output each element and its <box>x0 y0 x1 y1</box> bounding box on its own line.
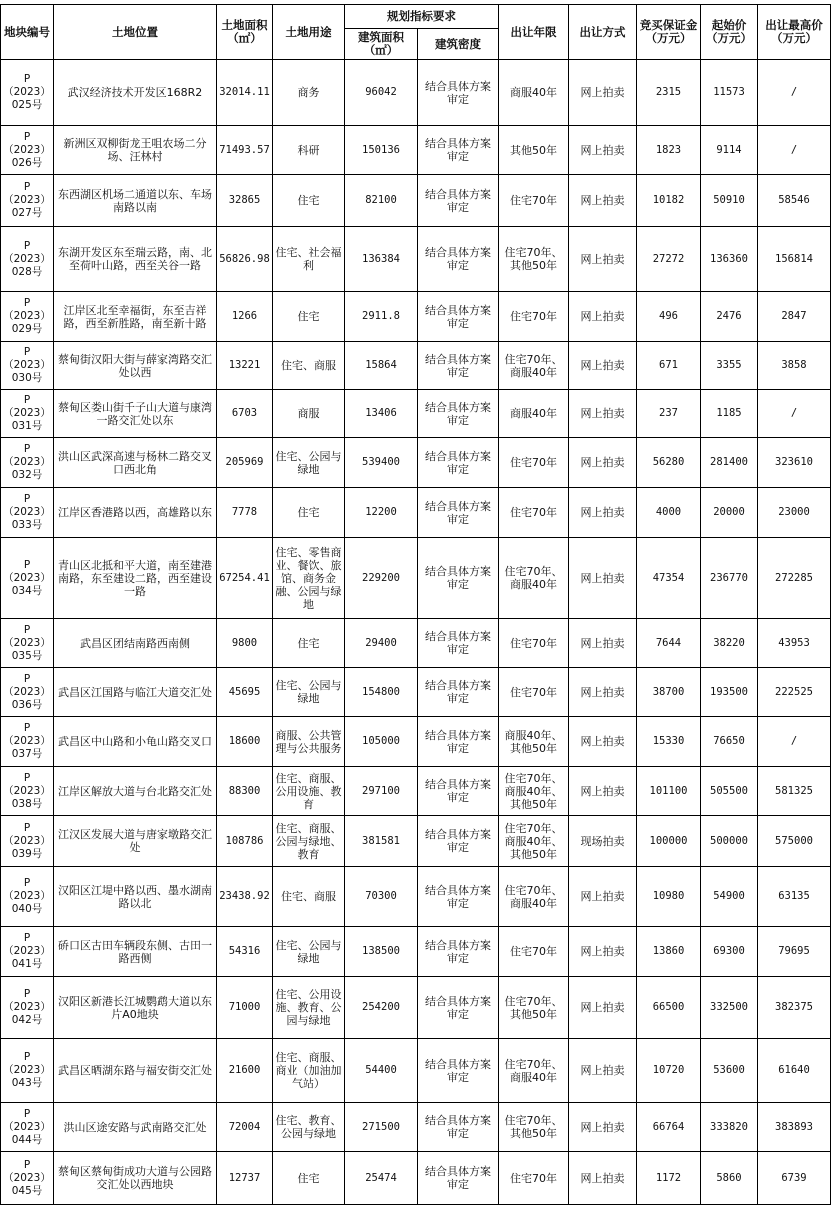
cell-max-price: 63135 <box>758 867 831 927</box>
table-row <box>1 867 831 927</box>
cell-area: 71493.57 <box>217 126 273 175</box>
cell-location: 江岸区北至幸福街，东至吉祥路，西至新胜路，南至新十路 <box>54 292 217 342</box>
cell-deposit: 27272 <box>637 227 701 292</box>
cell-use: 住宅、教育、公园与绿地 <box>273 1103 345 1152</box>
cell-location: 武汉经济技术开发区168R2 <box>54 60 217 126</box>
cell-density: 结合具体方案审定 <box>418 60 499 126</box>
cell-area: 54316 <box>217 927 273 977</box>
cell-area: 9800 <box>217 619 273 668</box>
cell-start-price: 76650 <box>701 717 758 767</box>
cell-max-price: 2847 <box>758 292 831 342</box>
cell-use: 住宅、公园与绿地 <box>273 668 345 717</box>
cell-start-price: 50910 <box>701 175 758 227</box>
cell-area: 32014.11 <box>217 60 273 126</box>
cell-start-price: 20000 <box>701 488 758 538</box>
cell-use: 商务 <box>273 60 345 126</box>
cell-term: 住宅70年、商服40年 <box>499 342 569 390</box>
cell-max-price: 3858 <box>758 342 831 390</box>
cell-start-price: 9114 <box>701 126 758 175</box>
table-row <box>1 668 831 717</box>
cell-deposit: 496 <box>637 292 701 342</box>
cell-max-price: 43953 <box>758 619 831 668</box>
header-use: 土地用途 <box>273 5 345 60</box>
cell-start-price: 281400 <box>701 438 758 488</box>
table-row <box>1 538 831 619</box>
cell-method: 网上拍卖 <box>569 538 637 619</box>
cell-location: 武昌区中山路和小龟山路交叉口 <box>54 717 217 767</box>
cell-code: P（2023）039号 <box>1 816 54 867</box>
cell-use: 住宅 <box>273 292 345 342</box>
land-auction-table <box>0 4 831 1205</box>
cell-density: 结合具体方案审定 <box>418 126 499 175</box>
cell-use: 住宅 <box>273 488 345 538</box>
cell-term: 住宅70年 <box>499 668 569 717</box>
cell-code: P（2023）043号 <box>1 1039 54 1103</box>
cell-area: 1266 <box>217 292 273 342</box>
cell-use: 住宅、商服 <box>273 342 345 390</box>
cell-density: 结合具体方案审定 <box>418 977 499 1039</box>
cell-location: 青山区北抵和平大道，南至建港南路，东至建设二路，西至建设一路 <box>54 538 217 619</box>
cell-floor-area: 15864 <box>345 342 418 390</box>
cell-term: 住宅70年 <box>499 619 569 668</box>
cell-location: 蔡甸街汉阳大街与薛家湾路交汇处以西 <box>54 342 217 390</box>
cell-density: 结合具体方案审定 <box>418 488 499 538</box>
cell-deposit: 38700 <box>637 668 701 717</box>
cell-method: 网上拍卖 <box>569 977 637 1039</box>
cell-start-price: 1185 <box>701 390 758 438</box>
cell-deposit: 1823 <box>637 126 701 175</box>
cell-use: 住宅 <box>273 175 345 227</box>
cell-floor-area: 70300 <box>345 867 418 927</box>
cell-density: 结合具体方案审定 <box>418 175 499 227</box>
cell-density: 结合具体方案审定 <box>418 1039 499 1103</box>
cell-floor-area: 150136 <box>345 126 418 175</box>
cell-term: 住宅70年 <box>499 292 569 342</box>
cell-deposit: 1172 <box>637 1152 701 1205</box>
cell-deposit: 56280 <box>637 438 701 488</box>
cell-density: 结合具体方案审定 <box>418 292 499 342</box>
cell-area: 71000 <box>217 977 273 1039</box>
cell-area: 88300 <box>217 767 273 816</box>
cell-density: 结合具体方案审定 <box>418 227 499 292</box>
cell-area: 205969 <box>217 438 273 488</box>
cell-deposit: 101100 <box>637 767 701 816</box>
cell-deposit: 671 <box>637 342 701 390</box>
cell-method: 网上拍卖 <box>569 1152 637 1205</box>
cell-floor-area: 271500 <box>345 1103 418 1152</box>
cell-term: 商服40年、其他50年 <box>499 717 569 767</box>
cell-max-price: 323610 <box>758 438 831 488</box>
cell-location: 武昌区团结南路西南侧 <box>54 619 217 668</box>
cell-code: P（2023）038号 <box>1 767 54 816</box>
cell-deposit: 10980 <box>637 867 701 927</box>
cell-area: 72004 <box>217 1103 273 1152</box>
cell-start-price: 11573 <box>701 60 758 126</box>
table-row <box>1 1039 831 1103</box>
cell-use: 住宅、公用设施、教育、公园与绿地 <box>273 977 345 1039</box>
cell-term: 商服40年 <box>499 390 569 438</box>
cell-use: 科研 <box>273 126 345 175</box>
cell-location: 东西湖区机场二通道以东、车场南路以南 <box>54 175 217 227</box>
cell-term: 住宅70年、商服40年、其他50年 <box>499 767 569 816</box>
cell-density: 结合具体方案审定 <box>418 1103 499 1152</box>
cell-method: 网上拍卖 <box>569 227 637 292</box>
cell-code: P（2023）032号 <box>1 438 54 488</box>
table-row <box>1 438 831 488</box>
cell-code: P（2023）029号 <box>1 292 54 342</box>
cell-method: 网上拍卖 <box>569 342 637 390</box>
cell-max-price: 58546 <box>758 175 831 227</box>
cell-floor-area: 297100 <box>345 767 418 816</box>
table-row <box>1 342 831 390</box>
table-row <box>1 292 831 342</box>
cell-area: 6703 <box>217 390 273 438</box>
cell-area: 13221 <box>217 342 273 390</box>
cell-location: 硚口区古田车辆段东侧、古田一路西侧 <box>54 927 217 977</box>
table-row <box>1 227 831 292</box>
cell-use: 住宅、公园与绿地 <box>273 438 345 488</box>
cell-start-price: 332500 <box>701 977 758 1039</box>
cell-floor-area: 12200 <box>345 488 418 538</box>
cell-method: 网上拍卖 <box>569 619 637 668</box>
cell-floor-area: 154800 <box>345 668 418 717</box>
table-row <box>1 1103 831 1152</box>
cell-area: 7778 <box>217 488 273 538</box>
cell-method: 现场拍卖 <box>569 816 637 867</box>
cell-area: 12737 <box>217 1152 273 1205</box>
cell-use: 商服 <box>273 390 345 438</box>
cell-density: 结合具体方案审定 <box>418 538 499 619</box>
cell-floor-area: 105000 <box>345 717 418 767</box>
cell-location: 江岸区香港路以西，高雄路以东 <box>54 488 217 538</box>
cell-floor-area: 25474 <box>345 1152 418 1205</box>
table-row <box>1 619 831 668</box>
cell-method: 网上拍卖 <box>569 867 637 927</box>
header-density: 建筑密度 <box>418 29 499 60</box>
table-row <box>1 927 831 977</box>
cell-code: P（2023）035号 <box>1 619 54 668</box>
cell-area: 21600 <box>217 1039 273 1103</box>
cell-start-price: 136360 <box>701 227 758 292</box>
cell-start-price: 193500 <box>701 668 758 717</box>
cell-start-price: 2476 <box>701 292 758 342</box>
cell-density: 结合具体方案审定 <box>418 767 499 816</box>
cell-use: 住宅、商服、商业（加油加气站） <box>273 1039 345 1103</box>
cell-code: P（2023）034号 <box>1 538 54 619</box>
cell-code: P（2023）027号 <box>1 175 54 227</box>
cell-start-price: 505500 <box>701 767 758 816</box>
cell-start-price: 236770 <box>701 538 758 619</box>
cell-floor-area: 138500 <box>345 927 418 977</box>
cell-max-price: 272285 <box>758 538 831 619</box>
cell-method: 网上拍卖 <box>569 717 637 767</box>
cell-code: P（2023）031号 <box>1 390 54 438</box>
cell-deposit: 100000 <box>637 816 701 867</box>
cell-area: 18600 <box>217 717 273 767</box>
cell-method: 网上拍卖 <box>569 668 637 717</box>
cell-max-price: 581325 <box>758 767 831 816</box>
cell-max-price: 61640 <box>758 1039 831 1103</box>
cell-location: 洪山区途安路与武南路交汇处 <box>54 1103 217 1152</box>
cell-code: P（2023）030号 <box>1 342 54 390</box>
cell-location: 江岸区解放大道与台北路交汇处 <box>54 767 217 816</box>
cell-floor-area: 539400 <box>345 438 418 488</box>
cell-density: 结合具体方案审定 <box>418 438 499 488</box>
cell-code: P（2023）044号 <box>1 1103 54 1152</box>
cell-floor-area: 229200 <box>345 538 418 619</box>
cell-code: P（2023）042号 <box>1 977 54 1039</box>
cell-density: 结合具体方案审定 <box>418 619 499 668</box>
cell-floor-area: 96042 <box>345 60 418 126</box>
cell-use: 住宅、商服、公园与绿地、教育 <box>273 816 345 867</box>
cell-floor-area: 54400 <box>345 1039 418 1103</box>
cell-max-price: 383893 <box>758 1103 831 1152</box>
cell-density: 结合具体方案审定 <box>418 390 499 438</box>
cell-deposit: 10720 <box>637 1039 701 1103</box>
cell-area: 32865 <box>217 175 273 227</box>
cell-deposit: 4000 <box>637 488 701 538</box>
cell-use: 住宅 <box>273 1152 345 1205</box>
table-row <box>1 175 831 227</box>
cell-use: 商服、公共管理与公共服务 <box>273 717 345 767</box>
cell-floor-area: 2911.8 <box>345 292 418 342</box>
table-body <box>1 60 831 1205</box>
cell-floor-area: 82100 <box>345 175 418 227</box>
cell-location: 蔡甸区娄山街千子山大道与康湾一路交汇处以东 <box>54 390 217 438</box>
cell-location: 新洲区双柳街龙王咀农场二分场、汪林村 <box>54 126 217 175</box>
cell-term: 住宅70年、商服40年、其他50年 <box>499 816 569 867</box>
table-row <box>1 488 831 538</box>
cell-method: 网上拍卖 <box>569 126 637 175</box>
header-method: 出让方式 <box>569 5 637 60</box>
cell-method: 网上拍卖 <box>569 927 637 977</box>
cell-area: 56826.98 <box>217 227 273 292</box>
cell-use: 住宅、商服 <box>273 867 345 927</box>
cell-code: P（2023）037号 <box>1 717 54 767</box>
cell-start-price: 53600 <box>701 1039 758 1103</box>
cell-start-price: 3355 <box>701 342 758 390</box>
cell-term: 住宅70年、其他50年 <box>499 1103 569 1152</box>
cell-code: P（2023）045号 <box>1 1152 54 1205</box>
cell-code: P（2023）033号 <box>1 488 54 538</box>
header-start-price: 起始价（万元） <box>701 5 758 60</box>
cell-use: 住宅、商服、公用设施、教育 <box>273 767 345 816</box>
cell-floor-area: 13406 <box>345 390 418 438</box>
cell-max-price: 222525 <box>758 668 831 717</box>
cell-start-price: 500000 <box>701 816 758 867</box>
cell-max-price: 575000 <box>758 816 831 867</box>
cell-code: P（2023）026号 <box>1 126 54 175</box>
table-row <box>1 390 831 438</box>
cell-location: 武昌区江国路与临江大道交汇处 <box>54 668 217 717</box>
cell-method: 网上拍卖 <box>569 1103 637 1152</box>
cell-density: 结合具体方案审定 <box>418 867 499 927</box>
cell-term: 住宅70年、其他50年 <box>499 977 569 1039</box>
cell-location: 汉阳区江堤中路以西、墨水湖南路以北 <box>54 867 217 927</box>
cell-max-price: / <box>758 60 831 126</box>
table-row <box>1 767 831 816</box>
cell-density: 结合具体方案审定 <box>418 816 499 867</box>
cell-code: P（2023）036号 <box>1 668 54 717</box>
cell-density: 结合具体方案审定 <box>418 927 499 977</box>
cell-max-price: / <box>758 126 831 175</box>
cell-deposit: 237 <box>637 390 701 438</box>
header-location: 土地位置 <box>54 5 217 60</box>
cell-max-price: 23000 <box>758 488 831 538</box>
cell-location: 洪山区武深高速与杨林二路交叉口西北角 <box>54 438 217 488</box>
cell-max-price: 6739 <box>758 1152 831 1205</box>
cell-max-price: 382375 <box>758 977 831 1039</box>
cell-max-price: 79695 <box>758 927 831 977</box>
header-floor-area: 建筑面积（㎡） <box>345 29 418 60</box>
cell-density: 结合具体方案审定 <box>418 717 499 767</box>
table-row <box>1 717 831 767</box>
cell-method: 网上拍卖 <box>569 438 637 488</box>
cell-max-price: 156814 <box>758 227 831 292</box>
cell-location: 汉阳区新港长江城鹦鹉大道以东片A0地块 <box>54 977 217 1039</box>
cell-use: 住宅、零售商业、餐饮、旅馆、商务金融、公园与绿地 <box>273 538 345 619</box>
cell-deposit: 15330 <box>637 717 701 767</box>
table-row <box>1 1152 831 1205</box>
cell-term: 住宅70年 <box>499 175 569 227</box>
header-term: 出让年限 <box>499 5 569 60</box>
cell-method: 网上拍卖 <box>569 1039 637 1103</box>
cell-term: 住宅70年、其他50年 <box>499 227 569 292</box>
cell-floor-area: 254200 <box>345 977 418 1039</box>
cell-term: 其他50年 <box>499 126 569 175</box>
table-row <box>1 60 831 126</box>
cell-deposit: 66500 <box>637 977 701 1039</box>
cell-use: 住宅、公园与绿地 <box>273 927 345 977</box>
cell-term: 住宅70年、商服40年 <box>499 867 569 927</box>
cell-deposit: 2315 <box>637 60 701 126</box>
cell-floor-area: 381581 <box>345 816 418 867</box>
cell-density: 结合具体方案审定 <box>418 342 499 390</box>
cell-code: P（2023）028号 <box>1 227 54 292</box>
cell-area: 45695 <box>217 668 273 717</box>
cell-start-price: 333820 <box>701 1103 758 1152</box>
cell-location: 江汉区发展大道与唐家墩路交汇处 <box>54 816 217 867</box>
cell-term: 住宅70年、商服40年 <box>499 538 569 619</box>
cell-location: 东湖开发区东至瑞云路，南、北至荷叶山路，西至关谷一路 <box>54 227 217 292</box>
cell-deposit: 13860 <box>637 927 701 977</box>
cell-area: 23438.92 <box>217 867 273 927</box>
header-deposit: 竞买保证金（万元） <box>637 5 701 60</box>
cell-deposit: 10182 <box>637 175 701 227</box>
cell-floor-area: 29400 <box>345 619 418 668</box>
cell-use: 住宅 <box>273 619 345 668</box>
cell-area: 67254.41 <box>217 538 273 619</box>
header-area: 土地面积（㎡） <box>217 5 273 60</box>
cell-method: 网上拍卖 <box>569 767 637 816</box>
cell-term: 商服40年 <box>499 60 569 126</box>
header-max-price: 出让最高价（万元） <box>758 5 831 60</box>
cell-term: 住宅70年、商服40年 <box>499 1039 569 1103</box>
header-planning: 规划指标要求 <box>345 5 499 29</box>
cell-method: 网上拍卖 <box>569 488 637 538</box>
cell-start-price: 38220 <box>701 619 758 668</box>
table-row <box>1 126 831 175</box>
cell-term: 住宅70年 <box>499 1152 569 1205</box>
cell-start-price: 54900 <box>701 867 758 927</box>
cell-method: 网上拍卖 <box>569 292 637 342</box>
header-code: 地块编号 <box>1 5 54 60</box>
cell-area: 108786 <box>217 816 273 867</box>
cell-code: P（2023）025号 <box>1 60 54 126</box>
cell-code: P（2023）041号 <box>1 927 54 977</box>
cell-term: 住宅70年 <box>499 438 569 488</box>
cell-use: 住宅、社会福利 <box>273 227 345 292</box>
cell-code: P（2023）040号 <box>1 867 54 927</box>
cell-floor-area: 136384 <box>345 227 418 292</box>
cell-density: 结合具体方案审定 <box>418 1152 499 1205</box>
cell-start-price: 69300 <box>701 927 758 977</box>
table-row <box>1 816 831 867</box>
cell-location: 武昌区晒湖东路与福安街交汇处 <box>54 1039 217 1103</box>
cell-method: 网上拍卖 <box>569 390 637 438</box>
cell-max-price: / <box>758 717 831 767</box>
cell-deposit: 66764 <box>637 1103 701 1152</box>
table-row <box>1 977 831 1039</box>
cell-start-price: 5860 <box>701 1152 758 1205</box>
cell-density: 结合具体方案审定 <box>418 668 499 717</box>
cell-deposit: 47354 <box>637 538 701 619</box>
cell-term: 住宅70年 <box>499 488 569 538</box>
cell-method: 网上拍卖 <box>569 175 637 227</box>
cell-method: 网上拍卖 <box>569 60 637 126</box>
cell-deposit: 7644 <box>637 619 701 668</box>
cell-max-price: / <box>758 390 831 438</box>
cell-term: 住宅70年 <box>499 927 569 977</box>
cell-location: 蔡甸区蔡甸街成功大道与公园路交汇处以西地块 <box>54 1152 217 1205</box>
